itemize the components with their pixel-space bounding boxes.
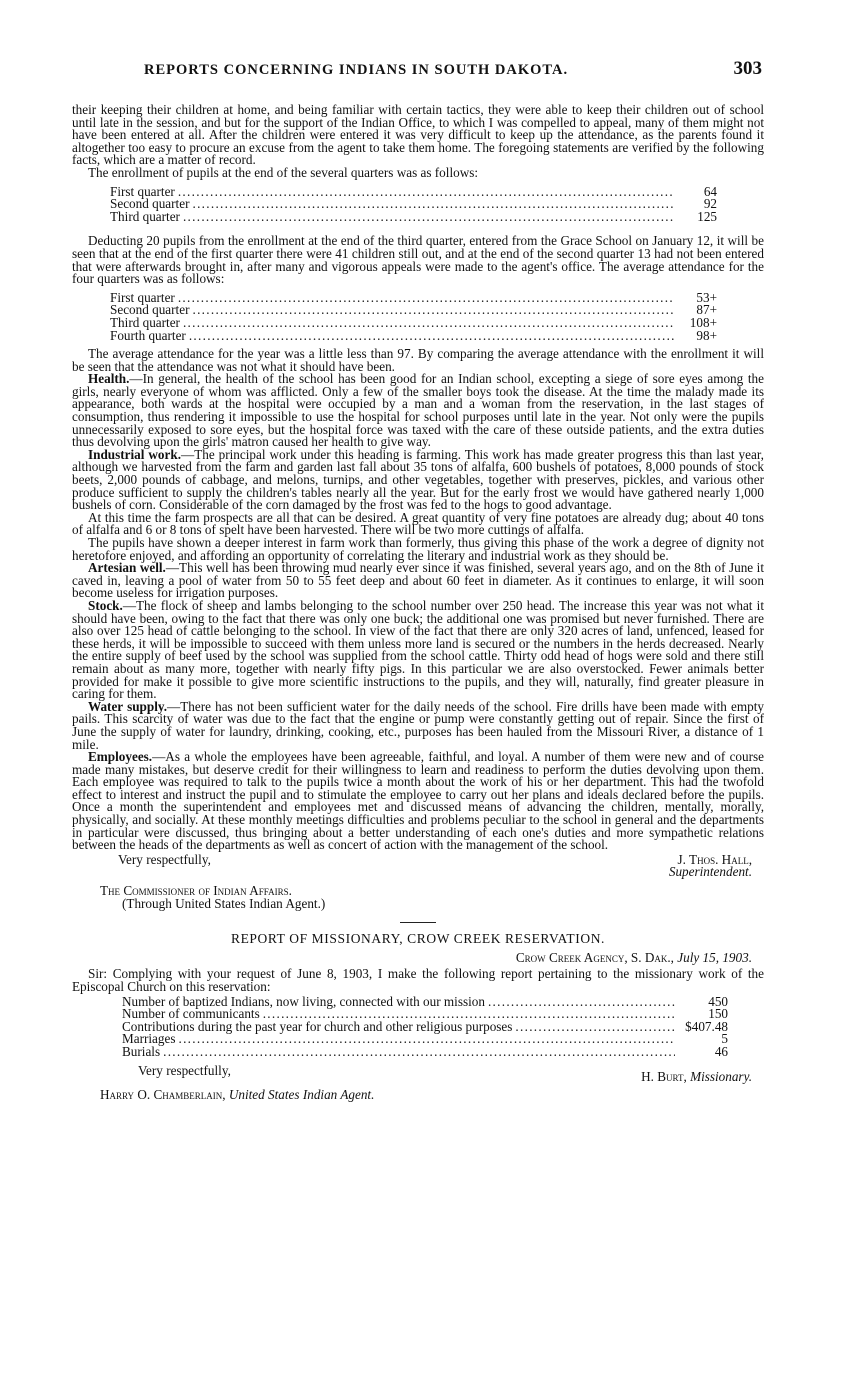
farm-paragraph: At this time the farm prospects are all that can be desired. A great quantity of very fine potatoes are already dug; about 40 tons of alfalfa and 6 or 8 tons of spelt have been harvested. There will be two more cuttings of alfalfa. [72, 509, 764, 538]
artesian-heading: Artesian well. [88, 560, 166, 576]
enrollment-table [72, 183, 764, 224]
document-page [72, 58, 764, 1102]
mission-stat-row: Marriages . . . 5 [122, 1033, 728, 1046]
employees-heading: Employees. [88, 749, 153, 765]
health-paragraph: Health.—In general, the health of the school has been good for an Indian school, excepting a siege of sore eyes among the girls, nearly everyone of whom was afflicted. Only a few of the smaller boys took the disease. At the time the malady made its appearance, both wards at the hospital were occupied by a man and a woman from the reservation, in the last stages of consumption, thus rendering it impossible to use the hospital for school purposes until late in the year. Not only were the pupils unnecessarily exposed to sore eyes, but the hospital force was taxed with the care of these outside patients, and the extra duties thus devolving upon the girls' matron caused her health to give way. [72, 371, 764, 450]
signature-1-title: Superintendent. [668, 864, 752, 880]
running-header [72, 58, 764, 82]
intro-paragraph: their keeping their children at home, and being familiar with certain tactics, they were able to keep their children out of school until late in the session, and but for the support of the Indian Office, to which I was compelled to appeal, many of them might not have been entered at all. After the children were entered it was very difficult to keep up the attendance, as the parents found it altogether too easy to procure an excuse from the agent to take them home. The foregoing statements are verified by the following facts, which are a matter of record. [72, 102, 764, 168]
mission-stats-table [72, 993, 764, 1059]
attendance-row: Second quarter . . . 87+ [110, 304, 717, 317]
attendance-row: First quarter . . . 53+ [110, 292, 717, 305]
stock-heading: Stock. [88, 597, 123, 613]
section-divider [400, 922, 436, 923]
industrial-paragraph: Industrial work.—The principal work under this heading is farming. This work has made greater progress this than last year, although we harvested from the farm and garden last fall about 35 tons of alfalfa, 600 bushels of potatoes, 8,000 pounds of stock beets, 2,000 pounds of cabbage, and melons, turnips, and other vegetables, together with preserves, pickles, and various other produce sufficient to supply the children's tables nearly all the year. But for the early frost we would have gathered nearly 1,000 bushels of corn. Considerable of the corn damaged by the frost was fed to the hogs to good advantage. [72, 446, 764, 513]
enrollment-row: Third quarter . . . 125 [110, 211, 717, 224]
stock-paragraph: Stock.—The flock of sheep and lambs belonging to the school number over 250 head. The increase this year was not what it should have been, owing to the fact that there was only one buck; the additional one was promised but never furnished. There are also over 125 head of cattle belonging to the school. In view of the fact that there are only 320 acres of land, unfenced, leased for these herds, it will be impossible to succeed with them unless more land is secured or the numbers in the herds decreased. Nearly the entire supply of beef used by the school was supplied from the school cattle. Thirty odd head of hogs were sold and there still remain about as many more, together with nearly fifty pigs. In this particular we are also overstocked. Fewer animals better provided for make it possible to give more scientific instructions to the pupils, and they will, naturally, find greater pleasure in caring for them. [72, 597, 764, 702]
attendance-table [72, 289, 764, 343]
attendance-row: Third quarter . . . 108+ [110, 317, 717, 330]
enrollment-intro: The enrollment of pupils at the end of the several quarters was as follows: [88, 164, 479, 180]
closing-1: Very respectfully, [118, 851, 211, 867]
artesian-paragraph: Artesian well.—This well has been throwing mud nearly ever since it was finished, several years ago, and on the 8th of June it caved in, leaving a pool of water from 50 to 55 feet deep and about 60 feet in diameter. As it continues to enlarge, it will soon become useless for irrigation purposes. [72, 560, 764, 601]
employees-paragraph: Employees.—As a whole the employees have been agreeable, faithful, and loyal. A number of them were new and of course made many mistakes, but deserve credit for their willingness to learn and readiness to perform the duties devolving upon them. Each employee was required to talk to the pupils twice a month about the work of his or her department. This had the twofold effect to interest and instruct the pupil and to stimulate the employee to carry out her plans and ideals declared before the pupils. Once a month the superintendent and employees met and discussed means of advancing the children, mentally, morally, physically, and socially. At these monthly meetings difficulties and problems peculiar to the school in general and the departments in particular were discussed, thus bringing about a better understanding of each one's duties and more sympathetic relations between the heads of the departments as well as concert of action with the management of the school. [72, 749, 764, 853]
enrollment-row: Second quarter . . . 92 [110, 198, 717, 211]
addressee-2: Harry O. Chamberlain, United States Indian Agent. [100, 1087, 375, 1103]
water-heading: Water supply. [88, 698, 168, 714]
document-body [72, 104, 764, 1102]
pupils-paragraph: The pupils have shown a deeper interest in farm work than formerly, thus giving this phase of the work a degree of dignity not heretofore enjoyed, and affording an opportunity of correlating the literary and industrial work as they should be. [72, 535, 764, 563]
closing-2: Very respectfully, [138, 1062, 231, 1078]
industrial-heading: Industrial work. [88, 446, 181, 462]
page-number: 303 [733, 58, 762, 79]
mission-stat-row: Number of communicants . . . 150 [122, 1008, 728, 1021]
mission-stat-row: Number of baptized Indians, now living, connected with our mission . . . 450 [122, 996, 728, 1009]
average-paragraph: The average attendance for the year was a little less than 97. By comparing the average attendance with the enrollment it will be seen that the attendance was not what it should have been. [72, 346, 764, 374]
health-heading: Health. [88, 371, 130, 387]
deduction-paragraph: Deducting 20 pupils from the enrollment at the end of the third quarter, entered from the Grace School on January 12, it will be seen that at the end of the first quarter there were 41 children still out, and at the end of the second quarter 13 had not been entered that were afterwards brought in, after many and vigorous appeals were made to the agent's office. The average attendance for the four quarters was as follows: [72, 233, 764, 287]
addressee-1-note: (Through United States Indian Agent.) [122, 895, 326, 911]
mission-stat-row: Contributions during the past year for church and other religious purposes . . . $407.48 [122, 1021, 728, 1034]
attendance-row: Fourth quarter . . . 98+ [110, 330, 717, 343]
sir-paragraph: Sir: Complying with your request of June 8, 1903, I make the following report pertaining to the missionary work of the Episcopal Church on this reservation: [72, 966, 764, 994]
running-title: REPORTS CONCERNING INDIANS IN SOUTH DAKOTA. [144, 62, 569, 78]
signature-1-name: J. Thos. Hall, [677, 851, 752, 867]
addressee-1: The Commissioner of Indian Affairs. [100, 883, 292, 899]
water-paragraph: Water supply.—There has not been sufficient water for the daily needs of the school. Fire drills have been made with empty pails. This scarcity of water was due to the fact that the engine or pump were constantly getting out of repair. Since the first of June the supply of water for laundry, drinking, cooking, etc., purposes has been hauled from the Missouri River, a distance of 1 mile. [72, 698, 765, 752]
mission-stat-row: Burials . . . 46 [122, 1046, 728, 1059]
report-2-title: REPORT OF MISSIONARY, CROW CREEK RESERVATION. [230, 931, 606, 947]
dateline: Crow Creek Agency, S. Dak., July 15, 1903. [515, 949, 752, 965]
enrollment-row: First quarter . . . 64 [110, 186, 717, 199]
signature-2: H. Burt, Missionary. [641, 1068, 752, 1084]
